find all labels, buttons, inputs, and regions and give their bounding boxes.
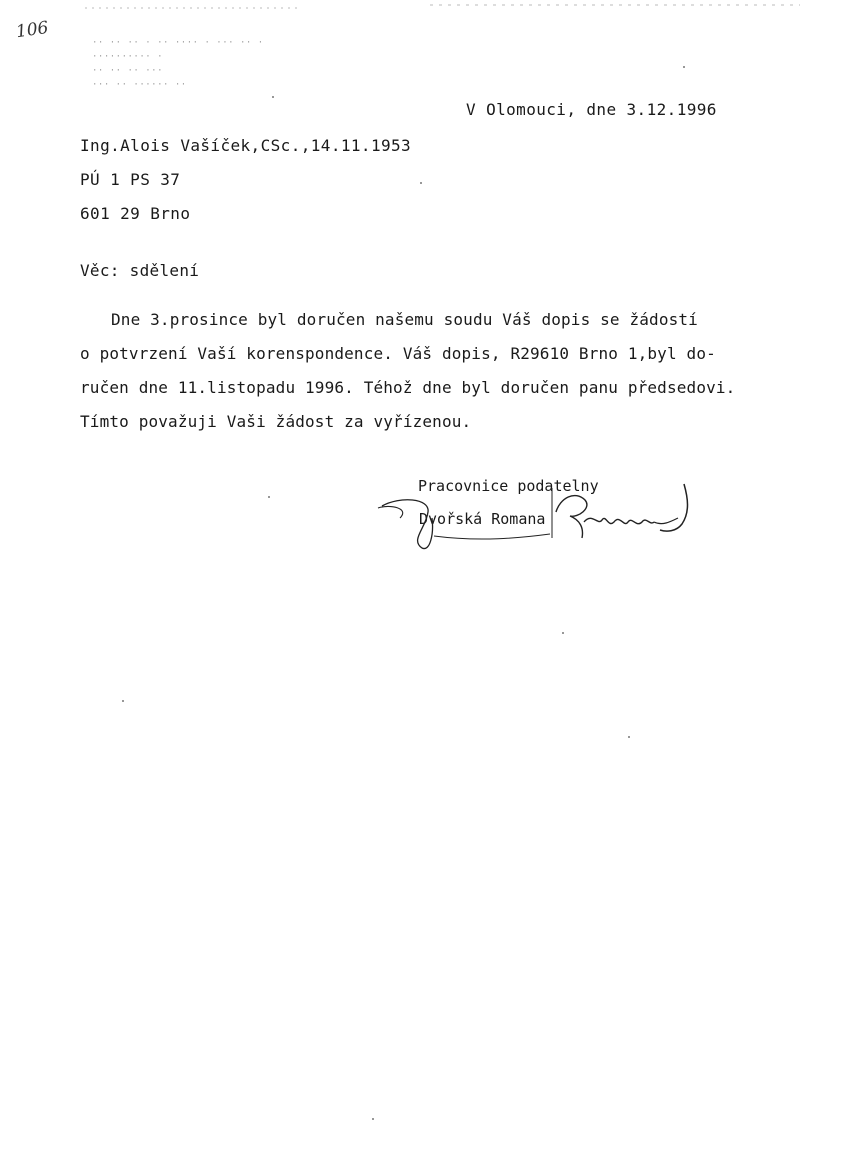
faded-sender-stamp: [92, 36, 264, 92]
body-line: Dne 3.prosince byl doručen našemu soudu Váš dopis se žádostí: [111, 310, 698, 329]
signatory-title: Pracovnice podatelny: [418, 477, 599, 495]
stamp-line: ·· ·· ·· · ·· ···· · ··· ·· ·: [92, 38, 264, 48]
body-line: o potvrzení Vaší korenspondence. Váš dopis, R29610 Brno 1,byl do-: [80, 344, 716, 363]
handwritten-page-number: 106: [14, 17, 50, 43]
scan-speck: [372, 1118, 374, 1120]
recipient-name: Ing.Alois Vašíček,CSc.,14.11.1953: [80, 136, 412, 155]
stamp-line: ·········· ·: [92, 52, 164, 62]
letter-body: [80, 303, 760, 439]
scan-edge-noise: [0, 0, 850, 14]
subject-line: Věc: sdělení: [80, 261, 200, 280]
body-line: ručen dne 11.listopadu 1996. Téhož dne byl doručen panu předsedovi.: [80, 378, 736, 397]
recipient-pobox: PÚ 1 PS 37: [80, 170, 181, 189]
stamp-line: ··· ·· ······ ··: [92, 80, 187, 90]
scan-speck: [683, 66, 685, 68]
scan-speck: [268, 496, 270, 498]
handwritten-signature: [370, 478, 700, 568]
signatory-name: Dvořská Romana: [419, 510, 546, 528]
scan-speck: [272, 96, 274, 98]
scan-speck: [562, 632, 564, 634]
stamp-line: ·· ·· ·· ···: [92, 66, 164, 76]
place-and-date: V Olomouci, dne 3.12.1996: [466, 100, 717, 119]
body-line: Tímto považuji Vaši žádost za vyřízenou.: [80, 412, 472, 431]
recipient-address: [80, 129, 411, 231]
scan-speck: [122, 700, 124, 702]
scan-speck: [628, 736, 630, 738]
recipient-city: 601 29 Brno: [80, 204, 191, 223]
scan-speck: [420, 182, 422, 184]
